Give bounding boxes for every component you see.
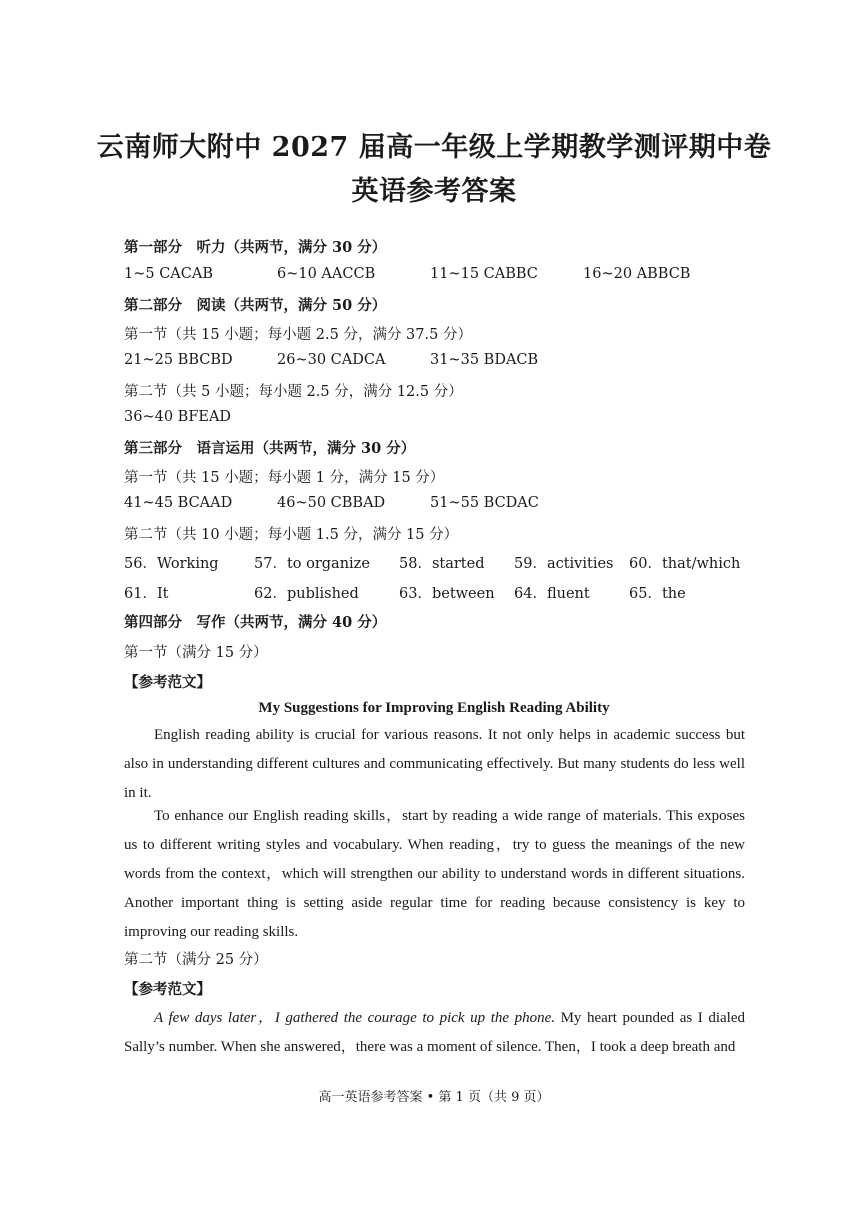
story-paragraph: A few days later，I gathered the courage to pick up the phone. My heart pounded as I dialed Sally’s number. When she answered，there was a moment of silence. Then，I took a deep breath and [124,1010,745,1055]
fill-answer: 59．activities [514,556,614,572]
fill-answer: 58．started [399,556,485,572]
answer-group: 6~10 AACCB [277,266,376,282]
fill-answer: 56．Working [124,556,219,572]
part1-heading: 第一部分 听力（共两节，满分 30 分） [124,239,387,256]
part3-section1: 第一节（共 15 小题；每小题 1 分，满分 15 分） [124,470,445,486]
answer-group: 16~20 ABBCB [583,266,691,282]
part2-section1: 第一节（共 15 小题；每小题 2.5 分，满分 37.5 分） [124,327,472,343]
answer-group: 1~5 CACAB [124,266,213,282]
answer-group: 21~25 BBCBD [124,352,233,368]
answer-group: 51~55 BCDAC [430,495,539,511]
part4-heading: 第四部分 写作（共两节，满分 40 分） [124,614,387,631]
document-subtitle: 英语参考答案 [351,176,517,207]
essay-title: My Suggestions for Improving English Reading Ability [258,700,610,716]
story-given-sentence: A few days later，I gathered the courage to pick up the phone. [154,1010,555,1026]
part4-section2: 第二节（满分 25 分） [124,952,268,968]
part4-section1: 第一节（满分 15 分） [124,645,268,661]
fill-answer: 62．published [254,586,359,602]
answer-group: 36~40 BFEAD [124,409,232,425]
answer-group: 11~15 CABBC [430,266,538,282]
document-title: 云南师大附中 2027 届高一年级上学期教学测评期中卷 [96,132,772,163]
essay-paragraph-2: To enhance our English reading skills，start by reading a wide range of materials. This exposes us to different writing styles and vocabulary. When reading，try to guess the meanings of the new words from the context，which will strengthen our ability to understand words in different situations. Another important thing is setting aside regular time for reading because consistency is key to improving our reading skills. [124,808,745,940]
essay-paragraph-1: English reading ability is crucial for various reasons. It not only helps in academic success but also in understanding different cultures and communicating effectively. But many students do less well in it. [124,727,745,801]
answer-group: 31~35 BDACB [430,352,539,368]
fill-answer: 61．It [124,586,169,602]
answer-group: 41~45 BCAAD [124,495,233,511]
part3-heading: 第三部分 语言运用（共两节，满分 30 分） [124,440,416,457]
answer-group: 26~30 CADCA [277,352,386,368]
part2-section2: 第二节（共 5 小题；每小题 2.5 分，满分 12.5 分） [124,384,463,400]
fill-answer: 65．the [629,586,686,602]
fill-answer: 60．that/which [629,556,741,572]
fill-answer: 63．between [399,586,495,602]
fill-answer: 64．fluent [514,586,590,602]
part3-section2: 第二节（共 10 小题；每小题 1.5 分，满分 15 分） [124,527,459,543]
reference-label: 【参考范文】 [124,674,211,691]
part2-heading: 第二部分 阅读（共两节，满分 50 分） [124,297,387,314]
page-footer: 高一英语参考答案 • 第 1 页（共 9 页） [318,1090,550,1105]
reference-label: 【参考范文】 [124,981,211,998]
answer-group: 46~50 CBBAD [277,495,386,511]
fill-answer: 57．to organize [254,556,370,572]
